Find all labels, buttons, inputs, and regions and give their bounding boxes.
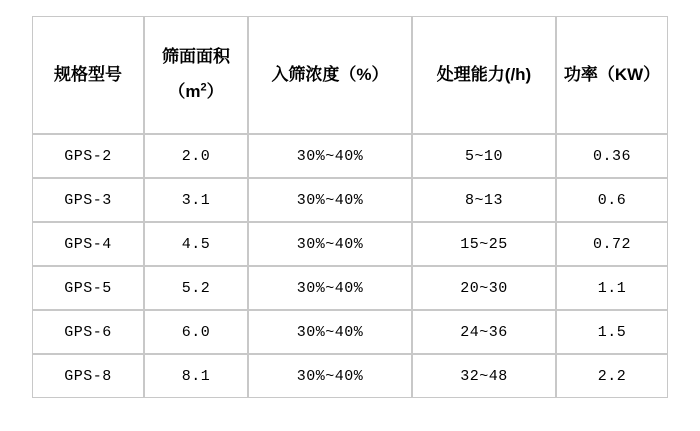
cell-concentration: 30%~40% (248, 134, 412, 178)
column-header-capacity (412, 16, 556, 134)
table-row (32, 222, 668, 266)
cell-power: 1.1 (556, 266, 668, 310)
cell-model: GPS-6 (32, 310, 144, 354)
cell-power: 0.36 (556, 134, 668, 178)
cell-model: GPS-2 (32, 134, 144, 178)
cell-concentration: 30%~40% (248, 310, 412, 354)
column-header-screen-area-label: 筛面面积 (162, 47, 230, 67)
table-row (32, 266, 668, 310)
column-header-capacity-label: 处理能力(/h) (436, 64, 532, 84)
cell-capacity: 20~30 (412, 266, 556, 310)
cell-screen-area: 2.0 (144, 134, 248, 178)
table-row (32, 310, 668, 354)
table-row (32, 134, 668, 178)
cell-concentration: 30%~40% (248, 222, 412, 266)
column-header-screen-area (144, 16, 248, 134)
cell-screen-area: 8.1 (144, 354, 248, 398)
cell-model: GPS-4 (32, 222, 144, 266)
cell-screen-area: 4.5 (144, 222, 248, 266)
cell-screen-area: 3.1 (144, 178, 248, 222)
cell-capacity: 8~13 (412, 178, 556, 222)
column-header-concentration (248, 16, 412, 134)
cell-capacity: 32~48 (412, 354, 556, 398)
cell-capacity: 5~10 (412, 134, 556, 178)
cell-screen-area: 5.2 (144, 266, 248, 310)
column-header-power-label: 功率（KW） (563, 64, 661, 84)
column-header-concentration-label: 入筛浓度（%） (271, 64, 389, 84)
cell-concentration: 30%~40% (248, 178, 412, 222)
cell-model: GPS-8 (32, 354, 144, 398)
cell-concentration: 30%~40% (248, 266, 412, 310)
cell-power: 0.6 (556, 178, 668, 222)
column-header-power (556, 16, 668, 134)
cell-capacity: 24~36 (412, 310, 556, 354)
column-header-screen-area-unit: $(m^2)$ (168, 81, 224, 101)
cell-screen-area: 6.0 (144, 310, 248, 354)
cell-power: 2.2 (556, 354, 668, 398)
column-header-model (32, 16, 144, 134)
table-header-row (32, 16, 668, 134)
cell-model: GPS-5 (32, 266, 144, 310)
table-header (32, 16, 668, 134)
cell-model: GPS-3 (32, 178, 144, 222)
table-row (32, 178, 668, 222)
cell-power: 1.5 (556, 310, 668, 354)
cell-capacity: 15~25 (412, 222, 556, 266)
column-header-model-label: 规格型号 (54, 64, 122, 84)
cell-power: 0.72 (556, 222, 668, 266)
cell-concentration: 30%~40% (248, 354, 412, 398)
table-row (32, 354, 668, 398)
specification-table (32, 16, 668, 398)
table-body (32, 134, 668, 398)
